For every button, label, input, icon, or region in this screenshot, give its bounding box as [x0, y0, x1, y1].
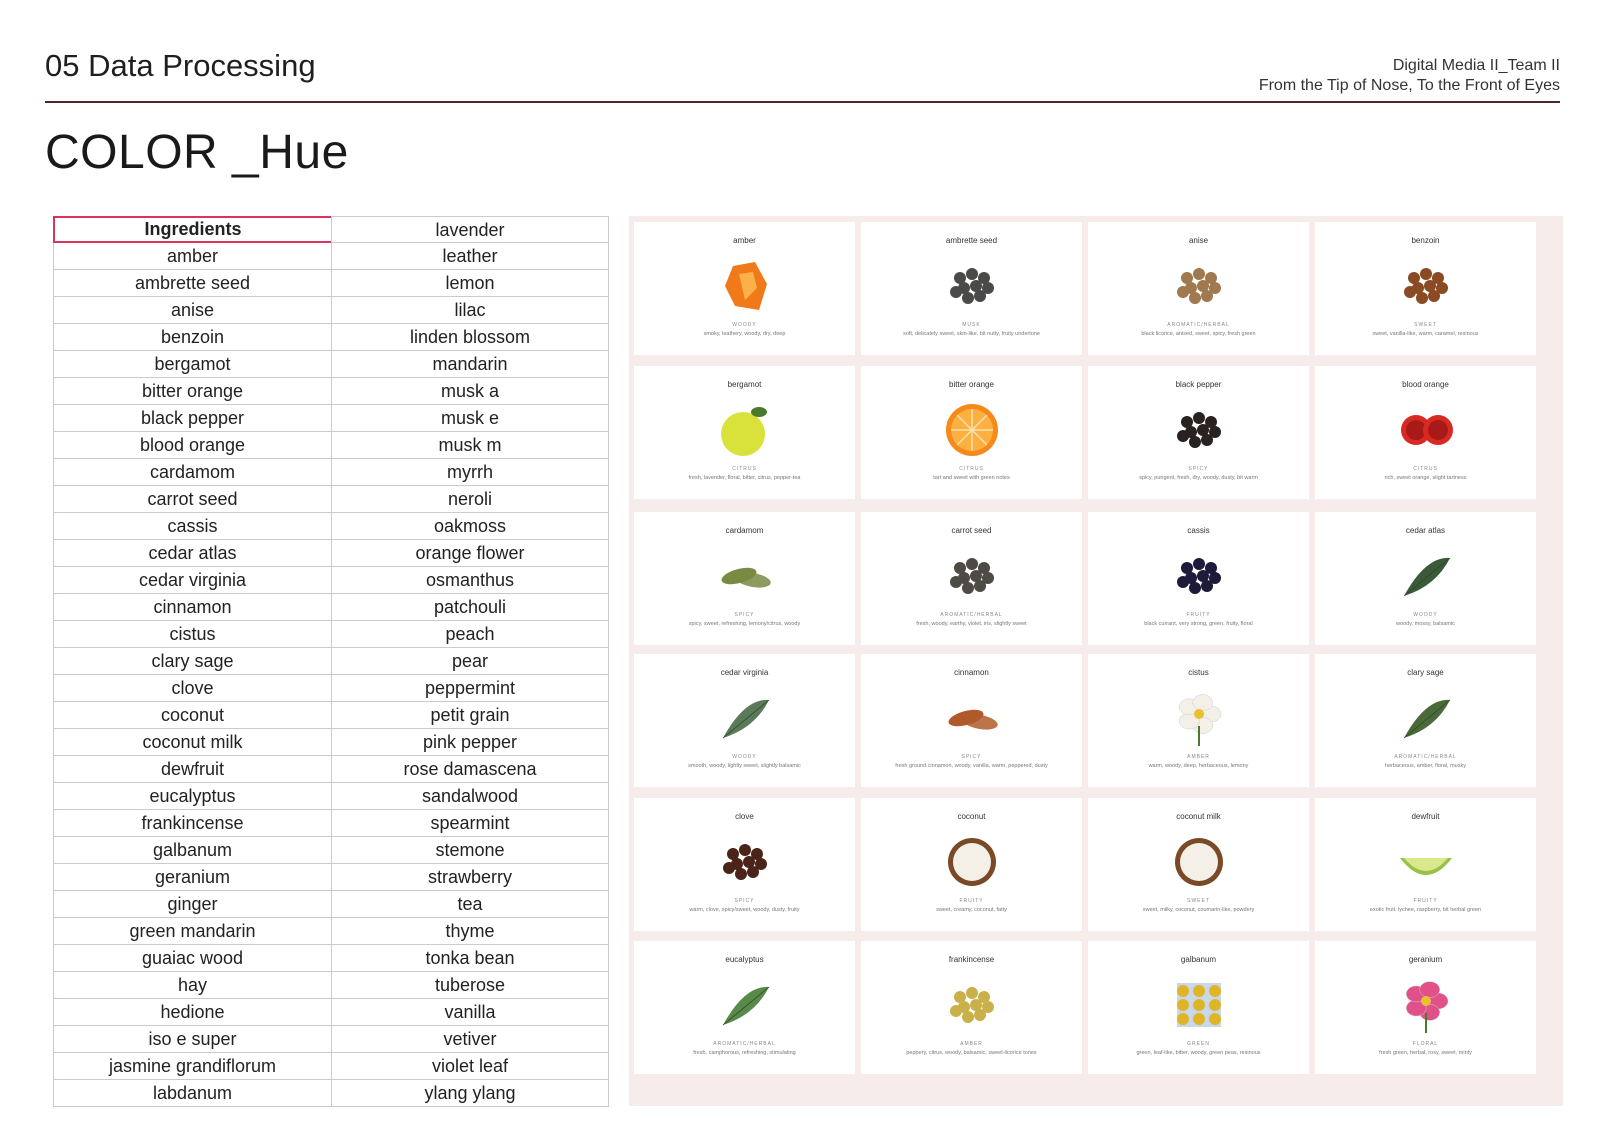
card-ingredient-name: carrot seed: [951, 526, 992, 535]
ingredient-cell: mandarin: [331, 351, 609, 378]
ingredient-card: [1088, 222, 1309, 355]
ingredient-cell: musk a: [331, 378, 609, 405]
ingredient-cell: geranium: [53, 864, 331, 891]
ingredient-cell: ginger: [53, 891, 331, 918]
card-scent-description: exotic fruit, lychee, raspberry, bit herbal green: [1369, 907, 1482, 913]
card-scent-description: fresh ground cinnamon, woody, vanilla, warm, peppered, dusty: [895, 763, 1048, 769]
card-scent-description: fresh green, herbal, rosy, sweet, minty: [1379, 1050, 1472, 1056]
ingredient-card: [861, 366, 1082, 499]
ingredient-cell: cistus: [53, 621, 331, 648]
card-scent-description: smooth, woody, lightly sweet, slightly balsamic: [688, 763, 801, 769]
ingredient-cell: myrrh: [331, 459, 609, 486]
section-number: 05: [45, 48, 80, 83]
card-scent-family: SPICY: [734, 612, 755, 618]
card-scent-family: SWEET: [1187, 898, 1210, 904]
card-ingredient-name: bitter orange: [949, 380, 994, 389]
ingredient-card: [1315, 654, 1536, 787]
seeds-pile-icon: [942, 546, 1002, 606]
ingredient-cell: thyme: [331, 918, 609, 945]
ingredient-cell: pink pepper: [331, 729, 609, 756]
cardamom-icon: [715, 546, 775, 606]
leaf-icon: [715, 975, 775, 1035]
juniper-icon: [715, 688, 775, 748]
card-scent-family: AROMATIC/HERBAL: [1167, 322, 1230, 328]
card-ingredient-name: anise: [1188, 236, 1209, 245]
ingredient-cell: tea: [331, 891, 609, 918]
ingredient-card: [861, 798, 1082, 931]
ingredient-cell: galbanum: [53, 837, 331, 864]
ingredient-cell: osmanthus: [331, 567, 609, 594]
card-scent-description: black licorice, anised, sweet, spicy, fresh green: [1141, 331, 1256, 337]
ingredient-card: [861, 941, 1082, 1074]
ingredient-cell: clary sage: [53, 648, 331, 675]
header-credits: [1259, 56, 1560, 96]
ingredient-card: [1088, 941, 1309, 1074]
ingredient-cell: benzoin: [53, 324, 331, 351]
card-scent-family: WOODY: [732, 754, 757, 760]
ingredient-cell: cardamom: [53, 459, 331, 486]
coconut-icon: [942, 832, 1002, 892]
card-scent-family: MUSK: [962, 322, 981, 328]
card-ingredient-name: clove: [735, 812, 754, 821]
blood-orange-icon: [1396, 400, 1456, 460]
ingredient-cell: stemone: [331, 837, 609, 864]
card-ingredient-name: bergamot: [727, 380, 762, 389]
card-scent-description: soft, delicately sweet, skin-like, bit nutty, fruity undertone: [903, 331, 1040, 337]
ingredient-card: [634, 512, 855, 645]
ingredients-column-left: [53, 216, 331, 1107]
ingredient-cell: leather: [331, 243, 609, 270]
card-ingredient-name: coconut milk: [1176, 812, 1221, 821]
header-divider: [45, 101, 1560, 103]
ingredient-cell: ylang ylang: [331, 1080, 609, 1107]
card-scent-description: warm, woody, deep, herbaceous, lemony: [1148, 763, 1249, 769]
pink-flower-icon: [1396, 975, 1456, 1035]
card-ingredient-name: cassis: [1187, 526, 1210, 535]
card-ingredient-name: black pepper: [1175, 380, 1222, 389]
ingredient-card: [1315, 222, 1536, 355]
card-ingredient-name: eucalyptus: [725, 955, 764, 964]
ingredient-card: [1315, 366, 1536, 499]
page-header: [45, 48, 1560, 104]
ingredient-cell: blood orange: [53, 432, 331, 459]
card-scent-description: fresh, woody, earthy, violet, iris, slightly sweet: [916, 621, 1027, 627]
bergamot-icon: [715, 400, 775, 460]
galbanum-icon: [1169, 975, 1229, 1035]
card-scent-family: FRUITY: [959, 898, 984, 904]
card-ingredient-name: amber: [733, 236, 756, 245]
team-name: Digital Media II_Team II: [1392, 57, 1560, 74]
ingredient-card: [1088, 654, 1309, 787]
ingredient-cell: vanilla: [331, 999, 609, 1026]
card-scent-description: sweet, creamy, coconut, fatty: [936, 907, 1007, 913]
card-scent-description: tart and sweet with green notes: [933, 475, 1010, 481]
ingredient-cell: coconut: [53, 702, 331, 729]
card-scent-description: green, leaf-like, bitter, woody, green peas, resinous: [1136, 1050, 1261, 1056]
ingredient-cell: tonka bean: [331, 945, 609, 972]
card-ingredient-name: benzoin: [1411, 236, 1440, 245]
ingredient-cell: petit grain: [331, 702, 609, 729]
ingredient-cell: tuberose: [331, 972, 609, 999]
section-title: [45, 48, 316, 84]
card-ingredient-name: cedar virginia: [720, 668, 769, 677]
card-scent-family: AROMATIC/HERBAL: [940, 612, 1003, 618]
ingredient-cell: oakmoss: [331, 513, 609, 540]
ingredient-card: [1088, 798, 1309, 931]
card-ingredient-name: cardamom: [725, 526, 764, 535]
ingredient-cell: peach: [331, 621, 609, 648]
ingredient-card: [634, 654, 855, 787]
ingredient-cell: cedar virginia: [53, 567, 331, 594]
ingredient-cell: lavender: [331, 216, 609, 243]
ingredient-cell: vetiver: [331, 1026, 609, 1053]
card-scent-family: SPICY: [734, 898, 755, 904]
ingredient-cell: green mandarin: [53, 918, 331, 945]
ingredient-cell: cassis: [53, 513, 331, 540]
card-scent-family: FLORAL: [1412, 1041, 1439, 1047]
ingredient-card: [861, 654, 1082, 787]
ingredient-cell: cedar atlas: [53, 540, 331, 567]
card-scent-family: WOODY: [732, 322, 757, 328]
card-scent-description: woody, mossy, balsamic: [1396, 621, 1455, 627]
clove-icon: [715, 832, 775, 892]
ingredient-cell: strawberry: [331, 864, 609, 891]
card-scent-family: AMBER: [1187, 754, 1210, 760]
ingredient-card: [634, 366, 855, 499]
ingredient-cell: anise: [53, 297, 331, 324]
ingredient-card: [634, 941, 855, 1074]
ingredient-cell: sandalwood: [331, 783, 609, 810]
ingredient-cell: violet leaf: [331, 1053, 609, 1080]
peppercorn-icon: [1169, 400, 1229, 460]
card-scent-family: AROMATIC/HERBAL: [713, 1041, 776, 1047]
amber-icon: [715, 256, 775, 316]
page-title: COLOR _Hue: [45, 126, 349, 179]
resin-grains-icon: [942, 975, 1002, 1035]
card-ingredient-name: cistus: [1188, 668, 1209, 677]
ingredient-card: [861, 222, 1082, 355]
ingredient-card: [1088, 512, 1309, 645]
ingredient-card: [634, 798, 855, 931]
ingredient-cell: guaiac wood: [53, 945, 331, 972]
ingredient-cell: lilac: [331, 297, 609, 324]
ingredient-card: [634, 222, 855, 355]
orange-slice-icon: [942, 400, 1002, 460]
card-scent-description: rich, sweet orange, slight tartness: [1384, 475, 1467, 481]
ingredient-cell: eucalyptus: [53, 783, 331, 810]
ingredient-cell: musk m: [331, 432, 609, 459]
section-name: Data Processing: [88, 48, 316, 83]
card-ingredient-name: cinnamon: [954, 668, 989, 677]
ingredient-cell: neroli: [331, 486, 609, 513]
melon-icon: [1396, 832, 1456, 892]
card-scent-family: FRUITY: [1413, 898, 1438, 904]
ingredients-column-right: [331, 216, 609, 1107]
card-scent-description: fresh, camphorous, refreshing, stimulating: [693, 1050, 796, 1056]
card-ingredient-name: coconut: [957, 812, 986, 821]
card-scent-family: AMBER: [960, 1041, 983, 1047]
card-scent-description: smoky, leathery, woody, dry, deep: [703, 331, 786, 337]
white-flower-icon: [1169, 688, 1229, 748]
ingredient-cell: cinnamon: [53, 594, 331, 621]
ingredient-cell: patchouli: [331, 594, 609, 621]
ingredient-cell: lemon: [331, 270, 609, 297]
resin-icon: [1396, 256, 1456, 316]
ingredient-cell: black pepper: [53, 405, 331, 432]
ingredient-cell: pear: [331, 648, 609, 675]
card-ingredient-name: clary sage: [1407, 668, 1444, 677]
ingredient-card-grid: [629, 216, 1563, 1106]
ingredients-header: Ingredients: [53, 216, 331, 243]
ingredient-card: [1315, 512, 1536, 645]
card-ingredient-name: frankincense: [948, 955, 995, 964]
ingredient-cell: linden blossom: [331, 324, 609, 351]
ingredient-cell: spearmint: [331, 810, 609, 837]
ingredient-card: [1315, 941, 1536, 1074]
card-scent-family: CITRUS: [732, 466, 757, 472]
ingredient-cell: hay: [53, 972, 331, 999]
card-ingredient-name: ambrette seed: [945, 236, 998, 245]
ingredient-cell: hedione: [53, 999, 331, 1026]
ingredient-card: [1088, 366, 1309, 499]
card-scent-family: CITRUS: [1413, 466, 1438, 472]
ingredient-card: [861, 512, 1082, 645]
ingredient-cell: jasmine grandiflorum: [53, 1053, 331, 1080]
berries-icon: [1169, 546, 1229, 606]
ingredient-card: [1315, 798, 1536, 931]
ingredient-cell: carrot seed: [53, 486, 331, 513]
card-scent-description: spicy, sweet, refreshing, lemony/citrus, woody: [688, 621, 801, 627]
sage-icon: [1396, 688, 1456, 748]
card-scent-description: sweet, milky, coconut, coumarin-like, powdery: [1142, 907, 1255, 913]
ingredient-cell: ambrette seed: [53, 270, 331, 297]
card-scent-family: SPICY: [1188, 466, 1209, 472]
ingredient-cell: dewfruit: [53, 756, 331, 783]
ingredient-cell: coconut milk: [53, 729, 331, 756]
ingredient-cell: frankincense: [53, 810, 331, 837]
card-scent-family: SPICY: [961, 754, 982, 760]
ingredient-cell: peppermint: [331, 675, 609, 702]
cedar-icon: [1396, 546, 1456, 606]
card-ingredient-name: cedar atlas: [1405, 526, 1446, 535]
card-scent-description: warm, clove, spicy/sweet, woody, dusty, fruity: [689, 907, 800, 913]
card-scent-family: AROMATIC/HERBAL: [1394, 754, 1457, 760]
card-scent-family: SWEET: [1414, 322, 1437, 328]
card-scent-description: black currant, very strong, green, fruity, floral: [1144, 621, 1253, 627]
card-scent-description: spicy, pungent, fresh, dry, woody, dusty, bit warm: [1139, 475, 1258, 481]
anise-icon: [1169, 256, 1229, 316]
ingredient-cell: clove: [53, 675, 331, 702]
ingredient-cell: rose damascena: [331, 756, 609, 783]
ingredient-cell: amber: [53, 243, 331, 270]
ingredient-cell: musk e: [331, 405, 609, 432]
card-ingredient-name: dewfruit: [1411, 812, 1440, 821]
card-ingredient-name: galbanum: [1180, 955, 1217, 964]
ingredient-cell: bitter orange: [53, 378, 331, 405]
ingredient-cell: iso e super: [53, 1026, 331, 1053]
card-scent-family: FRUITY: [1186, 612, 1211, 618]
cinnamon-icon: [942, 688, 1002, 748]
card-scent-family: WOODY: [1413, 612, 1438, 618]
card-scent-description: fresh, lavender, floral, bitter, citrus, pepper-tea: [688, 475, 801, 481]
card-ingredient-name: geranium: [1408, 955, 1443, 964]
card-scent-description: herbaceous, amber, floral, musky: [1384, 763, 1466, 769]
coconut-milk-icon: [1169, 832, 1229, 892]
card-scent-description: sweet, vanilla-like, warm, caramel, resinous: [1372, 331, 1479, 337]
card-ingredient-name: blood orange: [1402, 380, 1449, 389]
ingredient-cell: labdanum: [53, 1080, 331, 1107]
card-scent-family: CITRUS: [959, 466, 984, 472]
card-scent-description: peppery, citrus, woody, balsamic, sweet-licorice tones: [906, 1050, 1037, 1056]
ingredient-cell: bergamot: [53, 351, 331, 378]
seeds-icon: [942, 256, 1002, 316]
project-subtitle: From the Tip of Nose, To the Front of Eyes: [1258, 77, 1560, 94]
card-scent-family: GREEN: [1187, 1041, 1210, 1047]
ingredient-cell: orange flower: [331, 540, 609, 567]
